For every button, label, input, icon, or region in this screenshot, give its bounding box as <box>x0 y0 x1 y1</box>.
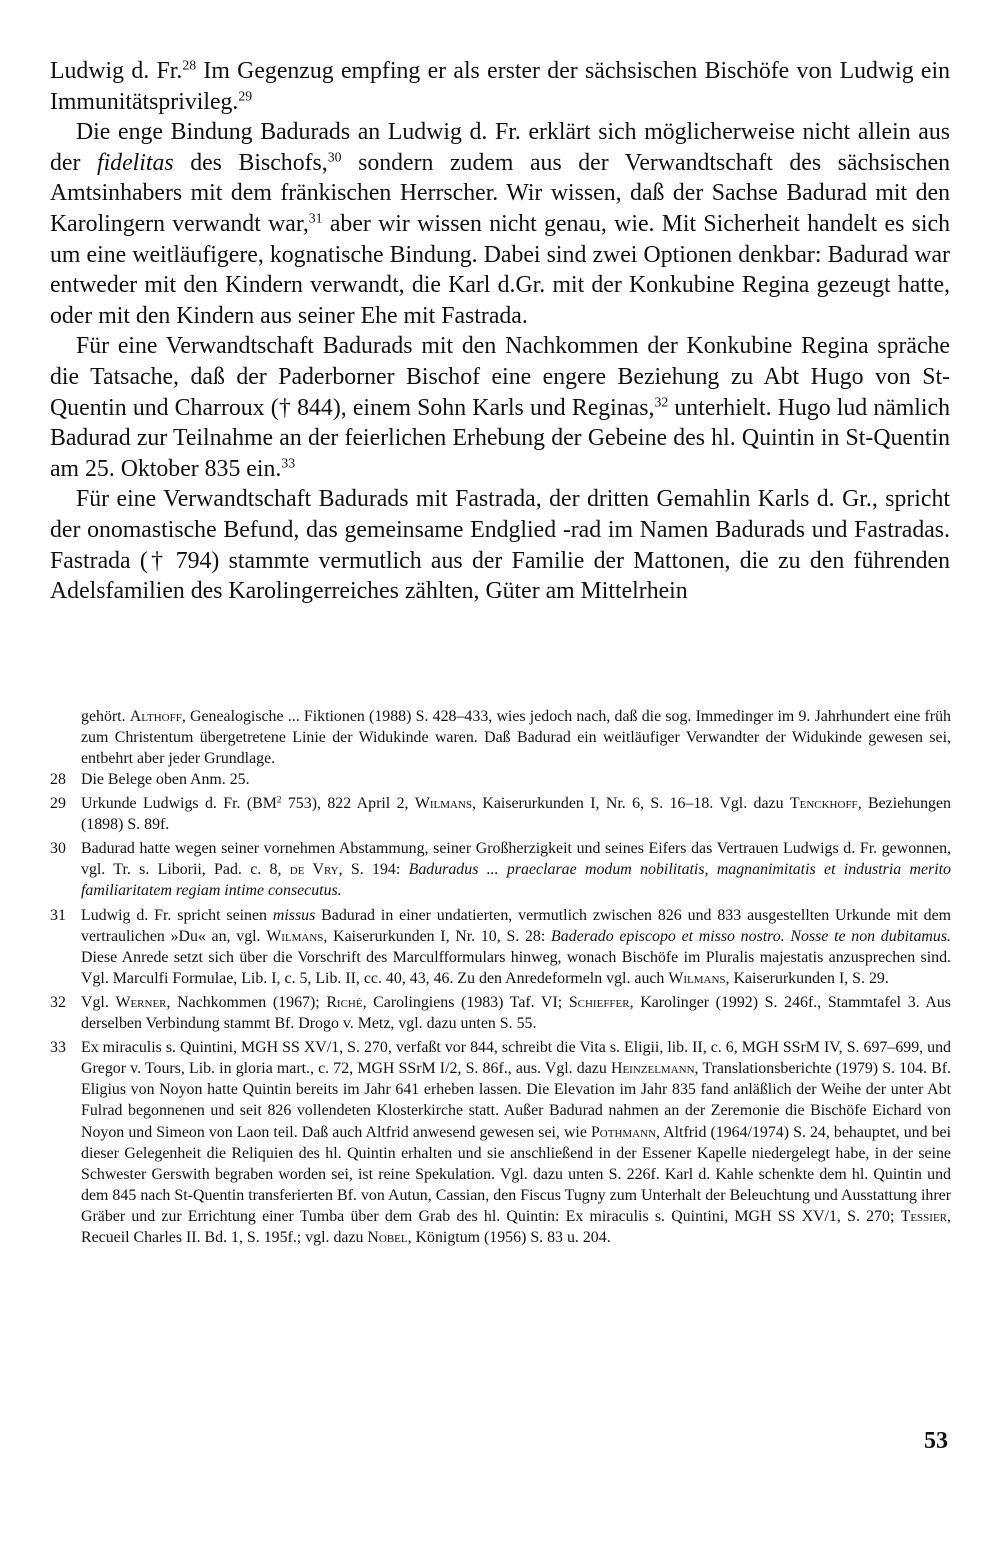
footnote-ref-30: 30 <box>327 149 342 165</box>
author-name: Heinzelmann <box>610 1060 695 1078</box>
italic-term: fidelitas <box>96 149 174 176</box>
footnote-number: 33 <box>50 1039 66 1057</box>
footnote-ref-28: 28 <box>182 57 197 73</box>
author-name: Nobel <box>367 1228 408 1246</box>
paragraph-2: Die enge Bindung Badurads an Ludwig d. Fr. erklärt sich möglicherweise nicht allein aus der fidelitas des Bischofs,$^{30}$ sondern zudem aus der Verwandtschaft des sächsischen Amtsinhabers mit dem fränkischen Herrscher. Wir wissen, daß der Sachse Badurad mit den Karolingern verwandt war,$^{31}$ aber wir wissen nicht genau, wie. Mit Sicherheit handelt es sich um eine weitläufigere, kognatische Bindung. Dabei sind zwei Optionen denkbar: Badurad war entweder mit den Kindern verwandt, die Karl d.Gr. mit der Konkubine Regina gezeugt hatte, oder mit den Kindern aus seiner Ehe mit Fastrada. <box>50 119 950 329</box>
footnote-number: 32 <box>50 993 66 1011</box>
footnote-number: 29 <box>50 795 66 813</box>
author-name: Schieffer <box>568 993 630 1011</box>
footnote-33 <box>50 1037 951 1248</box>
footnote-ref-29: 29 <box>238 88 253 104</box>
author-name: Althoff <box>129 708 182 725</box>
author-name: Tenckhoff <box>789 795 858 813</box>
paragraph-4: Für eine Verwandtschaft Badurads mit Fastrada, der dritten Gemahlin Karls d. Gr., spricht der onomastische Befund, das gemeinsame Endglied -rad im Namen Badurads und Fastradas. Fastrada († 794) stammte vermutlich aus der Familie der Mattonen, die zu den führenden Adelsfamilien des Karolingerreiches zählten, Güter am Mittelrhein <box>50 486 950 605</box>
footnote-text: Ludwig d. Fr. spricht seinen missus Badurad in einer undatierten, vermutlich zwischen 826 und 833 ausgestellten Urkunde mit dem vertraulichen »Du« an, vgl. Wilmans, Kaiserurkunden I, Nr. 10, S. 28: Baderado episcopo et misso nostro. Nosse te non dubitamus. Diese Anrede setzt sich über die Vorschrift des Marculfformulars hinweg, wonach Bischöfe im Pluralis majestatis anzusprechen sind. Vgl. Marculfi Formulae, Lib. I, c. 5, Lib. II, cc. 40, 43, 46. Zu den Anredeformeln vgl. auch Wilmans, Kaiserurkunden I, S. 29. <box>81 906 951 987</box>
author-name: Wilmans <box>266 927 324 945</box>
author-name: Riché <box>326 993 363 1011</box>
author-name: Tessier <box>900 1207 948 1225</box>
author-name: Wilmans <box>668 969 726 987</box>
latin-quote: Baderado episcopo et misso nostro. Nosse te non dubitamus. <box>551 927 951 945</box>
paragraph-3: Für eine Verwandtschaft Badurads mit den Nachkommen der Konkubine Regina spräche die Tatsache, daß der Paderborner Bischof eine engere Beziehung zu Abt Hugo von St-Quentin und Charroux († 844), einem Sohn Karls und Reginas,$^{32}$ unterhielt. Hugo lud nämlich Badurad zur Teilnahme an der feierlichen Erhebung der Gebeine des hl. Quintin in St-Quentin am 25. Oktober 835 ein.$^{33}$ <box>50 333 950 482</box>
page-number: 53 <box>924 1428 948 1454</box>
paragraph-1: Ludwig d. Fr.$^{28}$ Im Gegenzug empfing er als erster der sächsischen Bischöfe von Ludwig ein Immunitätsprivileg.$^{29}$ <box>50 57 950 115</box>
footnote-ref-31: 31 <box>308 210 323 226</box>
latin-quote: Baduradus ... praeclarae modum nobilitatis, magnanimitatis et industria merito familiaritatem regiam intime consecutus. <box>81 861 952 900</box>
footnote-ref-33: 33 <box>281 455 296 471</box>
footnote-text: Die Belege oben Anm. 25. <box>81 771 250 788</box>
author-name: Werner <box>115 993 167 1011</box>
footnote-continuation: gehört. Althoff, Genealogische ... Fiktionen (1988) S. 428–433, wies jedoch nach, daß die sog. Immedinger im 9. Jahrhundert eine früh zum Christentum übergetretene Linie der Widukinde waren. Daß Badurad ein weitläufiger Verwandter der Widukinde gewesen sei, entbehrt aber jeder Grundlage. <box>81 708 951 768</box>
author-name: de Vry <box>289 861 339 879</box>
footnote-text: Vgl. Werner, Nachkommen (1967); Riché, Carolingiens (1983) Taf. VI; Schieffer, Karolinger (1992) S. 246f., Stammtafel 3. Aus derselben Verbindung stammt Bf. Drogo v. Metz, vgl. dazu unten S. 55. <box>81 993 951 1033</box>
footnote-text: Ex miraculis s. Quintini, MGH SS XV/1, S. 270, verfaßt vor 844, schreibt die Vita s. Eligii, lib. II, c. 6, MGH SSrM IV, S. 697–699, und Gregor v. Tours, Lib. in gloria mart., c. 72, MGH SSrM I/2, S. 86f., aus. Vgl. dazu Heinzelmann, Translationsberichte (1979) S. 104. Bf. Eligius von Noyon hatte Quintin bereits im Jahr 641 erheben lassen. Die Elevation im Jahr 835 fand anläßlich der Weihe der unter Abt Fulrad begonnenen und seit 826 vollendeten Klosterkirche statt. Außer Badurad nahmen an der Zeremonie die Bischöfe Eichard von Noyon und Simeon von Laon teil. Daß auch Altfrid anwesend gewesen sei, wie Pothmann, Altfrid (1964/1974) S. 24, behauptet, und bei dieser Gelegenheit die Reliquien des hl. Quintin erhalten und sie anschließend in der Essener Kapelle niedergelegt habe, in der seine Schwester Gerswith begraben worden sei, ist reine Spekulation. Vgl. dazu unten S. 226f. Karl d. Kahle schenkte dem hl. Quintin und dem 845 nach St-Quentin transferierten Bf. von Autun, Cassian, den Fiscus Tugny zum Unterhalt der Beleuchtung und Ausstattung ihrer Gräber und zur Errichtung einer Tumba über dem Grab des hl. Quintin: Ex miraculis s. Quintini, MGH SS XV/1, S. 270; Tessier, Recueil Charles II. Bd. 1, S. 195f.; vgl. dazu Nobel, Königtum (1956) S. 83 u. 204. <box>81 1039 952 1246</box>
footnote-30 <box>50 838 951 901</box>
main-text <box>50 56 950 607</box>
footnote-ref-32: 32 <box>654 393 669 409</box>
footnote-text: Badurad hatte wegen seiner vornehmen Abstammung, seiner Großherzigkeit und seines Eifers das Vertrauen Ludwigs d. Fr. gewonnen, vgl. Tr. s. Liborii, Pad. c. 8, de Vry, S. 194: Baduradus ... praeclarae modum nobilitatis, magnanimitatis et industria merito familiaritatem regiam intime consecutus. <box>81 840 952 900</box>
footnote-28 <box>50 769 951 790</box>
author-name: Pothmann <box>590 1123 657 1141</box>
footnote-31 <box>50 905 951 989</box>
footnotes <box>50 769 951 1251</box>
footnote-number: 30 <box>50 840 66 858</box>
footnote-text: Urkunde Ludwigs d. Fr. ($BM^2$ 753), 822 April 2, Wilmans, Kaiserurkunden I, Nr. 6, S. 16–18. Vgl. dazu Tenckhoff, Beziehungen (1898) S. 89f. <box>81 794 951 834</box>
footnote-32 <box>50 992 951 1034</box>
footnote-number: 28 <box>50 771 66 788</box>
author-name: Wilmans <box>414 795 473 813</box>
footnote-number: 31 <box>50 906 66 924</box>
footnote-29 <box>50 793 951 835</box>
